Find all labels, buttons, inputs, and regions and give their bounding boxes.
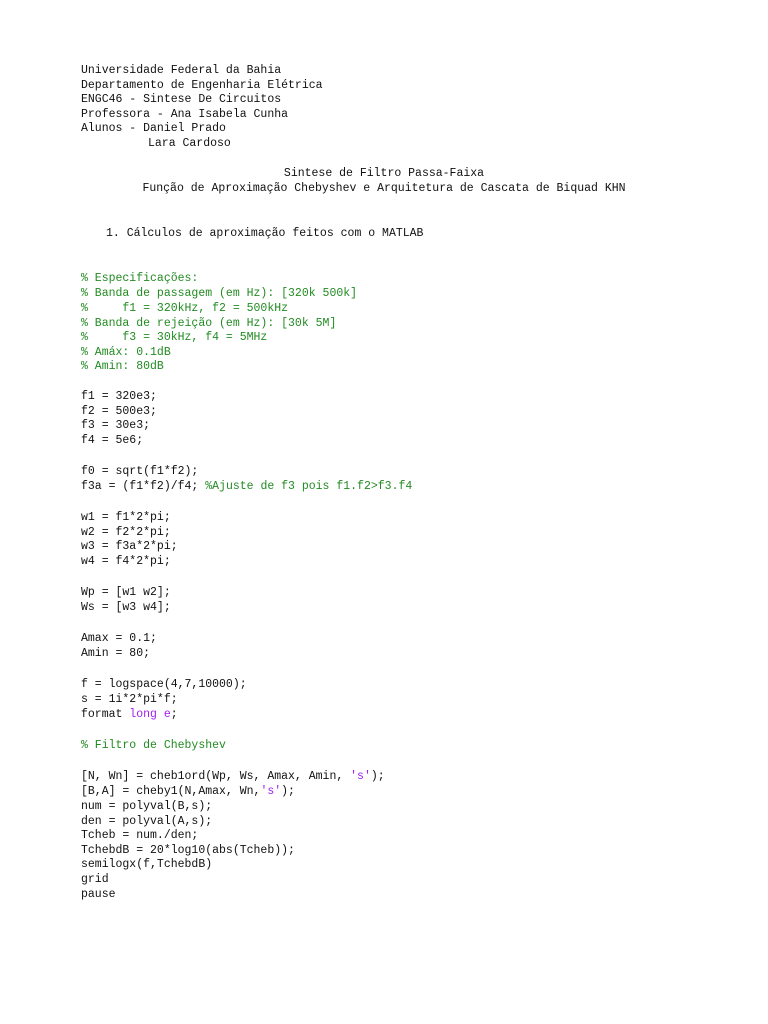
code-line: w3 = f3a*2*pi; [81,540,178,553]
code-line: f0 = sqrt(f1*f2); [81,465,199,478]
code-text: f3a = (f1*f2)/f4; [81,480,206,493]
document-title: Sintese de Filtro Passa-Faixa [283,167,485,180]
code-line: TchebdB = 20*log10(abs(Tcheb)); [81,843,295,857]
code-line: Tcheb = num./den; [81,829,199,842]
code-text: ); [370,770,385,783]
code-line: f4 = 5e6; [81,433,144,447]
document-subtitle: Função de Aproximação Chebyshev e Arquitetura de Cascata de Biquad KHN [142,182,626,195]
code-line: f1 = 320e3; [81,390,157,403]
code-comment: % Amáx: 0.1dB [81,345,171,359]
code-line [81,708,178,722]
code-line: Amax = 0.1; [81,632,157,645]
course-name: ENGC46 - Sintese De Circuitos [81,93,282,106]
professor-name: Professora - Ana Isabela Cunha [81,107,289,121]
code-line: f = logspace(4,7,10000); [81,678,247,691]
code-line: f2 = 500e3; [81,404,157,418]
code-text: format [81,708,130,721]
code-line: f3 = 30e3; [81,419,151,432]
code-line [81,480,412,494]
code-line: grid [81,873,109,886]
code-line: num = polyval(B,s); [81,800,213,813]
code-string: 's' [260,785,282,798]
code-comment: %Ajuste de f3 pois f1.f2>f3.f4 [205,480,413,493]
code-line: w2 = f2*2*pi; [81,525,171,539]
code-line: Amin = 80; [81,647,151,660]
section-heading: 1. Cálculos de aproximação feitos com o MATLAB [106,227,424,240]
code-comment: % Amin: 80dB [81,360,164,373]
code-line: Wp = [w1 w2]; [81,586,171,599]
code-text: [N, Wn] = cheb1ord(Wp, Ws, Amax, Amin, [81,770,351,783]
code-line: den = polyval(A,s); [81,814,213,828]
students-label: Alunos - Daniel Prado [81,122,226,135]
code-text: ; [170,708,178,721]
code-comment: % Filtro de Chebyshev [81,739,226,752]
code-text: [B,A] = cheby1(N,Amax, Wn, [81,785,261,798]
code-text: ); [281,785,295,798]
code-comment: % Banda de passagem (em Hz): [320k 500k] [81,287,358,300]
code-line: Ws = [w3 w4]; [81,601,171,614]
code-string: 's' [350,770,371,783]
university-name: Universidade Federal da Bahia [81,64,282,77]
department-name: Departamento de Engenharia Elétrica [81,78,323,92]
code-line: w1 = f1*2*pi; [81,511,171,524]
code-comment: % f3 = 30kHz, f4 = 5MHz [81,331,268,344]
code-line: pause [81,888,116,901]
code-comment: % Banda de rejeição (em Hz): [30k 5M] [81,316,337,330]
code-comment: % f1 = 320kHz, f2 = 500kHz [81,302,289,315]
code-line [81,770,385,784]
student-name: Lara Cardoso [148,136,231,150]
code-line: w4 = f4*2*pi; [81,554,171,568]
code-line [81,785,295,799]
code-line: s = 1i*2*pi*f; [81,693,178,706]
code-keyword-arg: long e [129,708,171,721]
code-line: semilogx(f,TchebdB) [81,858,213,871]
code-comment: % Especificações: [81,272,199,285]
